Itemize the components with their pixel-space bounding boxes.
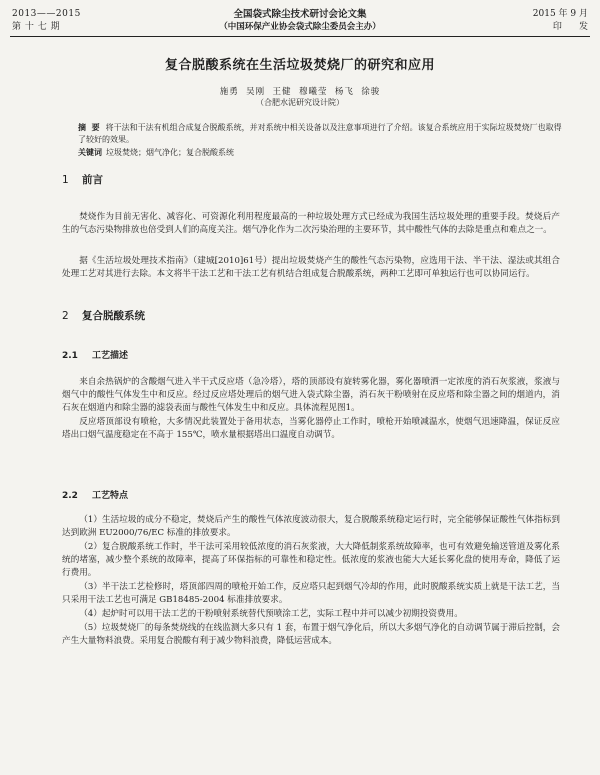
section-2-2-item: （4）起炉时可以用干法工艺的干粉喷射系统替代预喷涂工艺，实际工程中并可以减少初期投资费用。 — [79, 609, 463, 619]
section-2-1-paragraph: 来自余热锅炉的含酸烟气进入半干式反应塔（急冷塔），塔的顶部设有旋转雾化器，雾化器喷洒一定浓度的消石灰浆液，浆液与烟气中的酸性气体发生中和反应。经过反应塔处理后的烟气进入袋式除尘器，消石灰干粉喷射在反应塔和除尘器之间的烟道内，消石灰在烟道内和除尘器的滤袋表面与酸性气体发生中和反应。具体流程见图1。 — [62, 377, 560, 413]
header-center — [0, 8, 600, 34]
paper-affiliation: （合肥水泥研究设计院） — [256, 98, 344, 107]
section-1-title: 前言 — [82, 174, 103, 186]
header-journal: 全国袋式除尘技术研讨会论文集 — [233, 9, 367, 20]
section-2-2-heading — [62, 488, 128, 501]
section-2-1-body — [62, 376, 560, 443]
paper-authors: 施勇 吴刚 王健 穆曦莹 杨飞 徐骏 — [219, 87, 381, 97]
section-2-1-paragraph: 反应塔顶部设有喷枪，大多情况此装置处于备用状态，当雾化器停止工作时，喷枪开始喷减温水，使烟气迅速降温，保证反应塔出口烟气温度稳定在不高于 155℃，喷水量根据塔出口温度自动调节。 — [62, 417, 560, 440]
section-2-1-title: 工艺描述 — [92, 351, 129, 361]
section-1-heading — [62, 172, 103, 187]
header-right — [533, 8, 588, 34]
section-2-2-item: （2）复合脱酸系统工作时，半干法可采用较低浓度的消石灰浆液，大大降低制浆系统故障率，也可有效避免输送管道及雾化系统的堵塞，减少整个系统的故障率，提高了环保指标的可靠性和稳定性。低浓度的浆液也能大大延长雾化盘的使用寿命，降低了运行费用。 — [62, 542, 560, 578]
section-1-paragraph: 焚烧作为目前无害化、减容化、可资源化利用程度最高的一种垃圾处理方式已经成为我国生活垃圾处理的重要手段。焚烧后产生的气态污染物排放也倍受到人们的高度关注。烟气净化作为二次污染治理的主要环节，其中酸性气体的去除是重点和难点之一。 — [62, 212, 560, 235]
section-2-number: 2 — [62, 310, 69, 322]
abstract-text: 将干法和干法有机组合成复合脱酸系统，并对系统中相关设备以及注意事项进行了介绍。该复合系统应用于实际垃圾焚烧厂也取得了较好的效果。 — [78, 123, 562, 144]
header-rule — [10, 36, 590, 37]
paper-title: 复合脱酸系统在生活垃圾焚烧厂的研究和应用 — [164, 58, 435, 73]
section-1-number: 1 — [62, 174, 69, 186]
abstract-label: 摘 要 — [78, 123, 100, 132]
section-1-paragraph: 据《生活垃圾处理技术指南》（建城[2010]61号）提出垃圾焚烧产生的酸性气态污染物，应选用干法、半干法、湿法或其组合处理工艺对其进行去除。本文将半干法工艺和干法工艺有机结合组成复合脱酸系统，两种工艺即可单独运行也可以协同运行。 — [62, 256, 560, 279]
section-2-2-item: （3）半干法工艺检修时，塔顶部四周的喷枪开始工作，反应塔只起到烟气冷却的作用，此时脱酸系统实质上就是干法工艺，当只采用干法工艺也可满足 GB18485-2004 标准排放要求。 — [62, 582, 560, 605]
header-organizer: （中国环保产业协会袋式除尘委员会主办） — [219, 22, 381, 32]
keywords — [78, 147, 564, 158]
section-2-2-item: （5）垃圾焚烧厂的每条焚烧线的在线监测大多只有 1 套，布置于烟气净化后，所以大多烟气净化的自动调节属于滞后控制，会产生大量物料浪费。采用复合脱酸有利于减少物料浪费，降低运营成本。 — [62, 623, 560, 646]
section-2-2-item: （1）生活垃圾的成分不稳定，焚烧后产生的酸性气体浓度波动很大，复合脱酸系统稳定运行时，完全能够保证酸性气体指标到达到欧洲 EU2000/76/EC 标准的排放要求。 — [62, 515, 560, 538]
header-print-label: 印 发 — [552, 22, 588, 32]
section-2-title: 复合脱酸系统 — [82, 310, 145, 322]
section-2-1-heading — [62, 348, 128, 361]
header-volume: 第 十 七 期 — [12, 22, 61, 32]
header-years: 2013——2015 — [12, 9, 81, 19]
abstract — [78, 122, 564, 145]
section-2-2-body — [62, 514, 560, 649]
section-2-2-number: 2.2 — [62, 491, 78, 501]
header-date: 2015 年 9 月 — [532, 9, 588, 19]
keywords-text: 垃圾焚烧；烟气净化；复合脱酸系统 — [106, 148, 234, 157]
section-2-2-title: 工艺特点 — [92, 491, 129, 501]
section-2-1-number: 2.1 — [62, 351, 78, 361]
section-2-heading — [62, 308, 145, 323]
keywords-label: 关键词 — [78, 148, 102, 157]
